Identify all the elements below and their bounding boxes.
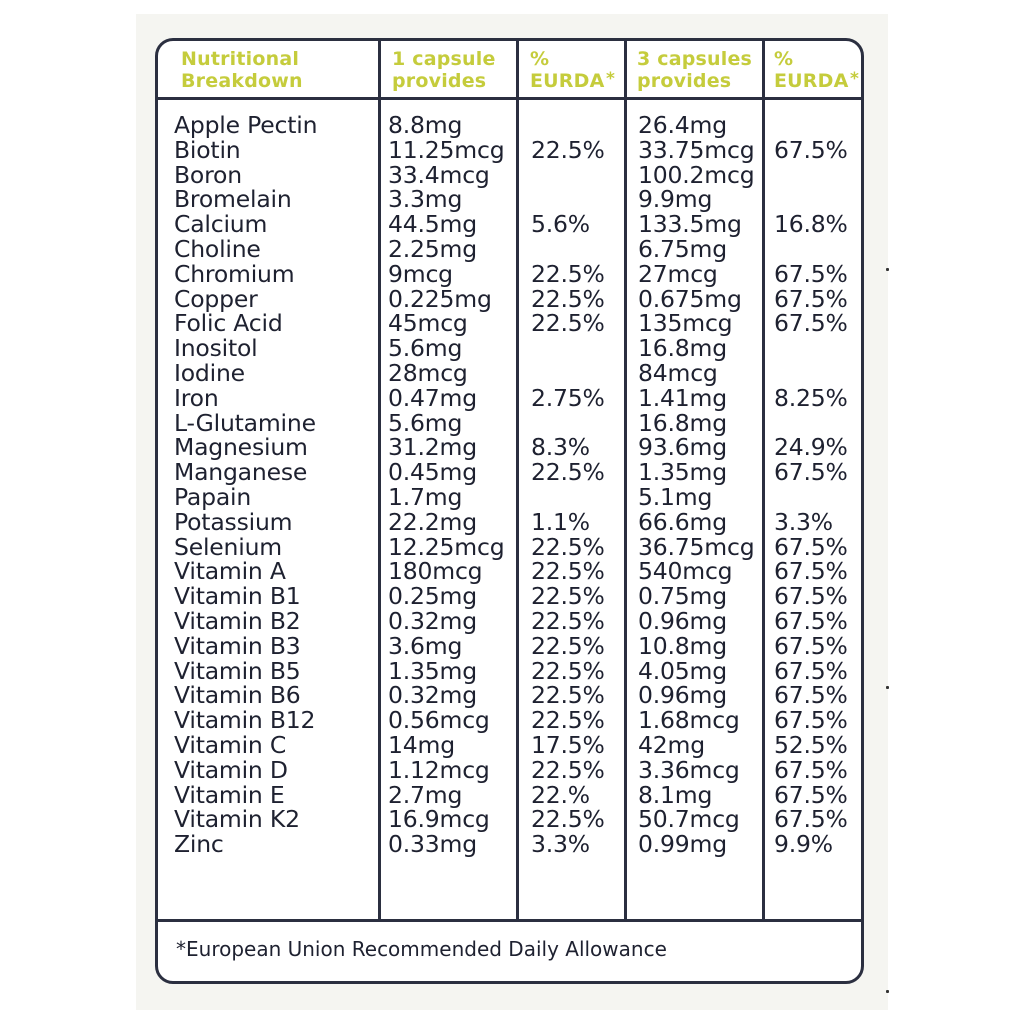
nutrient-name: Boron: [174, 160, 242, 189]
header-nutrient: Nutritional Breakdown: [181, 48, 303, 92]
three-capsules-value: 42mg: [638, 730, 705, 759]
pct-one-value: [531, 336, 605, 361]
three-capsules-value: 8.1mg: [638, 780, 713, 809]
column-pct-three: [774, 113, 848, 857]
nutrient-name: Vitamin E: [174, 780, 285, 809]
three-capsules-value: 66.6mg: [638, 507, 727, 536]
nutrient-name: Vitamin A: [174, 557, 286, 586]
pct-one-value: 22.5%: [531, 284, 605, 313]
three-capsules-value: 93.6mg: [638, 433, 727, 462]
nutrient-name: Iodine: [174, 358, 245, 387]
nutrient-name: Inositol: [174, 334, 258, 363]
one-capsule-value: 31.2mg: [388, 433, 477, 462]
three-capsules-value: 0.675mg: [638, 284, 742, 313]
pct-one-value: [531, 113, 605, 138]
three-capsules-value: 6.75mg: [638, 234, 727, 263]
three-capsules-value: 135mcg: [638, 309, 733, 338]
pct-one-value: [531, 237, 605, 262]
one-capsule-value: 12.25mcg: [388, 532, 505, 561]
pct-three-value: [774, 361, 848, 386]
one-capsule-value: 0.45mg: [388, 458, 477, 487]
nutrient-name: Biotin: [174, 135, 241, 164]
asterisk-mark: *: [850, 69, 860, 89]
pct-three-value: 67.5%: [774, 706, 848, 735]
column-divider: [762, 41, 765, 921]
three-capsules-value: 0.99mg: [638, 830, 727, 859]
three-capsules-value: 1.68mcg: [638, 706, 740, 735]
pct-three-value: 67.5%: [774, 805, 848, 834]
one-capsule-value: 44.5mg: [388, 210, 477, 239]
pct-three-value: 3.3%: [774, 507, 833, 536]
pct-one-value: 22.5%: [531, 755, 605, 784]
pct-one-value: [531, 187, 605, 212]
one-capsule-value: 5.6mg: [388, 408, 463, 437]
nutrient-name: Vitamin B6: [174, 681, 301, 710]
pct-one-value: 22.5%: [531, 631, 605, 660]
nutrient-name: Vitamin B5: [174, 656, 301, 685]
nutrient-name: Copper: [174, 284, 258, 313]
pct-three-value: 67.5%: [774, 458, 848, 487]
nutrient-name: Iron: [174, 383, 219, 412]
one-capsule-value: 0.56mcg: [388, 706, 490, 735]
header-pct-one: % EURDA *: [530, 48, 616, 92]
nutrient-name: Magnesium: [174, 433, 308, 462]
one-capsule-value: 0.225mg: [388, 284, 492, 313]
pct-three-value: [774, 336, 848, 361]
pct-one-value: 22.5%: [531, 135, 605, 164]
three-capsules-value: 0.96mg: [638, 681, 727, 710]
one-capsule-value: 3.6mg: [388, 631, 463, 660]
pct-one-value: [531, 361, 605, 386]
one-capsule-value: 0.32mg: [388, 606, 477, 635]
three-capsules-value: 1.35mg: [638, 458, 727, 487]
pct-one-value: 22.5%: [531, 557, 605, 586]
pct-three-value: [774, 187, 848, 212]
three-capsules-value: 5.1mg: [638, 482, 713, 511]
nutrient-name: Vitamin D: [174, 755, 288, 784]
pct-one-value: [531, 485, 605, 510]
pct-one-value: [531, 163, 605, 188]
nutrient-name: Zinc: [174, 830, 224, 859]
one-capsule-value: 8.8mg: [388, 111, 463, 139]
header-divider: [158, 97, 861, 100]
one-capsule-value: 180mcg: [388, 557, 483, 586]
one-capsule-value: 22.2mg: [388, 507, 477, 536]
pct-three-value: 67.5%: [774, 656, 848, 685]
stray-mark: [886, 268, 889, 271]
pct-three-value: 16.8%: [774, 210, 848, 239]
pct-one-value: 22.5%: [531, 458, 605, 487]
column-pct-one: [531, 113, 605, 857]
pct-three-value: 67.5%: [774, 780, 848, 809]
pct-three-value: 67.5%: [774, 135, 848, 164]
nutrient-name: Vitamin B2: [174, 606, 301, 635]
one-capsule-value: 0.33mg: [388, 830, 477, 859]
three-capsules-value: 540mcg: [638, 557, 733, 586]
one-capsule-value: 3.3mg: [388, 185, 463, 214]
one-capsule-value: 5.6mg: [388, 334, 463, 363]
one-capsule-value: 33.4mcg: [388, 160, 490, 189]
pct-one-value: 22.5%: [531, 805, 605, 834]
nutrient-name: L-Glutamine: [174, 408, 316, 437]
column-divider: [516, 41, 519, 921]
three-capsules-value: 0.96mg: [638, 606, 727, 635]
pct-three-value: [774, 163, 848, 188]
stray-mark: [886, 990, 889, 993]
nutrient-name: Vitamin B1: [174, 582, 301, 611]
pct-three-value: 67.5%: [774, 755, 848, 784]
one-capsule-value: 0.47mg: [388, 383, 477, 412]
one-capsule-value: 0.32mg: [388, 681, 477, 710]
pct-one-value: 8.3%: [531, 433, 590, 462]
nutrient-name: Choline: [174, 234, 261, 263]
three-capsules-value: 36.75mcg: [638, 532, 755, 561]
nutrient-name: Vitamin B3: [174, 631, 301, 660]
one-capsule-value: 16.9mcg: [388, 805, 490, 834]
pct-three-value: 67.5%: [774, 284, 848, 313]
pct-three-value: 67.5%: [774, 681, 848, 710]
pct-one-value: [531, 411, 605, 436]
one-capsule-value: 28mcg: [388, 358, 468, 387]
three-capsules-value: 9.9mg: [638, 185, 713, 214]
pct-one-value: 22.5%: [531, 706, 605, 735]
footer-divider: [158, 919, 861, 922]
one-capsule-value: 1.35mg: [388, 656, 477, 685]
nutrient-name: Papain: [174, 482, 252, 511]
pct-three-value: 67.5%: [774, 309, 848, 338]
one-capsule-value: 14mg: [388, 730, 455, 759]
one-capsule-value: 9mcg: [388, 259, 453, 288]
column-divider: [624, 41, 627, 921]
column-one-capsule: [388, 113, 504, 857]
pct-three-value: 67.5%: [774, 631, 848, 660]
pct-one-value: 22.5%: [531, 606, 605, 635]
pct-three-value: [774, 113, 848, 138]
pct-one-value: 5.6%: [531, 210, 590, 239]
one-capsule-value: 45mcg: [388, 309, 468, 338]
three-capsules-value: 26.4mg: [638, 111, 727, 139]
pct-three-value: [774, 237, 848, 262]
three-capsules-value: 16.8mg: [638, 334, 727, 363]
three-capsules-value: 4.05mg: [638, 656, 727, 685]
header-pct-three: % EURDA *: [774, 48, 860, 92]
nutrient-name: Bromelain: [174, 185, 292, 214]
nutrient-name: Potassium: [174, 507, 293, 536]
column-three-capsules: [638, 113, 754, 857]
pct-one-value: 17.5%: [531, 730, 605, 759]
nutrient-name: Vitamin C: [174, 730, 287, 759]
pct-three-value: 67.5%: [774, 532, 848, 561]
asterisk-mark: *: [606, 69, 616, 89]
pct-three-value: 8.25%: [774, 383, 848, 412]
three-capsules-value: 10.8mg: [638, 631, 727, 660]
one-capsule-value: 0.25mg: [388, 582, 477, 611]
pct-one-value: 22.5%: [531, 259, 605, 288]
three-capsules-value: 133.5mg: [638, 210, 742, 239]
three-capsules-value: 16.8mg: [638, 408, 727, 437]
three-capsules-value: 50.7mcg: [638, 805, 740, 834]
column-nutrient: [174, 113, 317, 857]
pct-three-value: [774, 485, 848, 510]
three-capsules-value: 100.2mcg: [638, 160, 755, 189]
nutrient-name: Calcium: [174, 210, 268, 239]
pct-three-value: 67.5%: [774, 557, 848, 586]
three-capsules-value: 33.75mcg: [638, 135, 755, 164]
pct-one-value: 22.5%: [531, 309, 605, 338]
header-one-capsule: 1 capsule provides: [392, 48, 496, 92]
one-capsule-value: 11.25mcg: [388, 135, 505, 164]
pct-one-value: 22.5%: [531, 656, 605, 685]
pct-one-value: 2.75%: [531, 383, 605, 412]
pct-three-value: 67.5%: [774, 606, 848, 635]
three-capsules-value: 3.36mcg: [638, 755, 740, 784]
three-capsules-value: 1.41mg: [638, 383, 727, 412]
header-three-capsules: 3 capsules provides: [637, 48, 753, 92]
pct-three-value: 9.9%: [774, 830, 833, 859]
pct-three-value: [774, 411, 848, 436]
nutrient-name: Vitamin K2: [174, 805, 300, 834]
pct-three-value: 67.5%: [774, 582, 848, 611]
one-capsule-value: 1.12mcg: [388, 755, 490, 784]
footnote: *European Union Recommended Daily Allowance: [176, 937, 667, 961]
pct-one-value: 22.%: [531, 780, 590, 809]
pct-one-value: 3.3%: [531, 830, 590, 859]
nutrient-name: Selenium: [174, 532, 282, 561]
one-capsule-value: 2.25mg: [388, 234, 477, 263]
three-capsules-value: 84mcg: [638, 358, 718, 387]
three-capsules-value: 0.75mg: [638, 582, 727, 611]
pct-one-value: 22.5%: [531, 532, 605, 561]
nutrient-name: Folic Acid: [174, 309, 283, 338]
stray-mark: [886, 686, 889, 689]
nutrient-name: Chromium: [174, 259, 295, 288]
pct-three-value: 67.5%: [774, 259, 848, 288]
one-capsule-value: 2.7mg: [388, 780, 463, 809]
nutrient-name: Apple Pectin: [174, 111, 318, 139]
nutrition-table: [155, 38, 864, 984]
three-capsules-value: 27mcg: [638, 259, 718, 288]
pct-three-value: 52.5%: [774, 730, 848, 759]
pct-one-value: 22.5%: [531, 681, 605, 710]
pct-one-value: 1.1%: [531, 507, 590, 536]
pct-three-value: 24.9%: [774, 433, 848, 462]
column-divider: [378, 41, 381, 921]
nutrient-name: Manganese: [174, 458, 308, 487]
pct-one-value: 22.5%: [531, 582, 605, 611]
nutrient-name: Vitamin B12: [174, 706, 316, 735]
one-capsule-value: 1.7mg: [388, 482, 463, 511]
